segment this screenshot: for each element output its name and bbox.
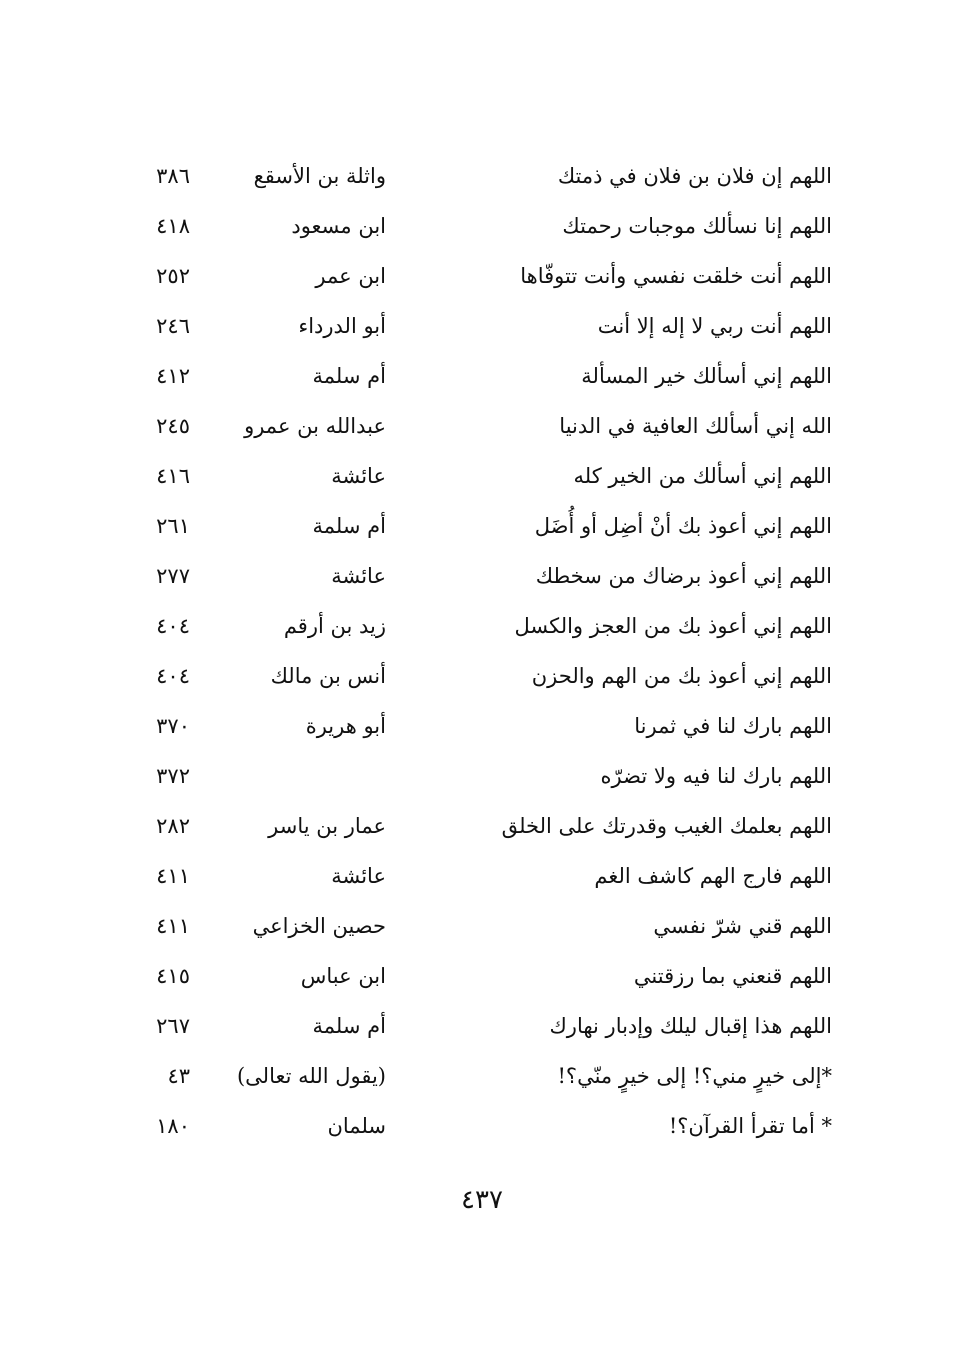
page-reference: ٣٧٢ <box>156 764 190 788</box>
list-item <box>120 252 832 302</box>
narrator-name: (يقول الله تعالى) <box>236 1064 386 1088</box>
page-reference: ٢٥٢ <box>156 264 190 288</box>
narrator-name: أنس بن مالك <box>270 664 386 688</box>
page-reference: ٤٣ <box>167 1064 190 1088</box>
narrator-name: واثلة بن الأسقع <box>253 164 386 188</box>
supplication-phrase: اللهم بارك لنا فيه ولا تضرّه <box>600 764 832 788</box>
list-item <box>120 502 832 552</box>
supplication-phrase: الله إني أسألك العافية في الدنيا <box>559 414 832 438</box>
list-item <box>120 452 832 502</box>
supplication-phrase: اللهم إني أعوذ بك من الهم والحزن <box>531 664 832 688</box>
index-list <box>120 152 832 1152</box>
supplication-phrase: اللهم قنعني بما رزقتني <box>633 964 832 988</box>
page-reference: ٤٠٤ <box>156 614 190 638</box>
supplication-phrase: اللهم إني أعوذ بك أنْ أضِل أو أُضَل <box>534 514 832 538</box>
list-item <box>120 352 832 402</box>
narrator-name: أم سلمة <box>312 514 386 538</box>
list-item <box>120 202 832 252</box>
narrator-name: سلمان <box>327 1114 386 1138</box>
supplication-phrase: اللهم أنت خلقت نفسي وأنت تتوفّاها <box>520 264 832 288</box>
supplication-phrase: * أما تقرأ القرآن؟! <box>668 1114 832 1138</box>
supplication-phrase: اللهم إني أعوذ برضاك من سخطك <box>535 564 832 588</box>
supplication-phrase: اللهم إنا نسألك موجبات رحمتك <box>562 214 832 238</box>
page-reference: ٢٤٦ <box>156 314 190 338</box>
list-item <box>120 652 832 702</box>
page-reference: ١٨٠ <box>156 1114 190 1138</box>
narrator-name: أبو هريرة <box>305 714 386 738</box>
narrator-name: زيد بن أرقم <box>283 614 386 638</box>
supplication-phrase: اللهم إني أعوذ بك من العجز والكسل <box>514 614 832 638</box>
list-item <box>120 302 832 352</box>
narrator-name: عائشة <box>331 464 386 488</box>
list-item <box>120 602 832 652</box>
supplication-phrase: اللهم أنت ربي لا إله إلا أنت <box>597 314 832 338</box>
page-reference: ٢٦١ <box>156 514 190 538</box>
page-reference: ٤١١ <box>156 914 190 938</box>
list-item <box>120 902 832 952</box>
list-item <box>120 852 832 902</box>
narrator-name: عائشة <box>331 864 386 888</box>
page-reference: ٢٦٧ <box>156 1014 190 1038</box>
supplication-phrase: اللهم فارج الهم كاشف الغم <box>594 864 832 888</box>
page-reference: ٤٠٤ <box>156 664 190 688</box>
page-reference: ٢٤٥ <box>156 414 190 438</box>
supplication-phrase: اللهم بعلمك الغيب وقدرتك على الخلق <box>501 814 832 838</box>
list-item <box>120 1102 832 1152</box>
narrator-name: عمار بن ياسر <box>268 814 386 838</box>
list-item <box>120 702 832 752</box>
narrator-name: ابن عمر <box>315 264 386 288</box>
list-item <box>120 552 832 602</box>
narrator-name: أم سلمة <box>312 1014 386 1038</box>
page-reference: ٣٨٦ <box>156 164 190 188</box>
narrator-name: ابن عباس <box>300 964 386 988</box>
list-item <box>120 152 832 202</box>
page-number: ٤٣٧ <box>461 1185 503 1215</box>
narrator-name: عائشة <box>331 564 386 588</box>
list-item <box>120 802 832 852</box>
supplication-phrase: *إلى خيرٍ مني؟! إلى خيرٍ منّي؟! <box>557 1064 832 1088</box>
narrator-name: أم سلمة <box>312 364 386 388</box>
supplication-phrase: اللهم هذا إقبال ليلك وإدبار نهارك <box>549 1014 832 1038</box>
list-item <box>120 1002 832 1052</box>
page-reference: ٤١١ <box>156 864 190 888</box>
list-item <box>120 752 832 802</box>
list-item <box>120 1052 832 1102</box>
page-reference: ٢٧٧ <box>156 564 190 588</box>
page-reference: ٤١٦ <box>156 464 190 488</box>
page-reference: ٤١٥ <box>156 964 190 988</box>
supplication-phrase: اللهم إني أسألك من الخير كله <box>573 464 832 488</box>
narrator-name: عبدالله بن عمرو <box>244 414 386 438</box>
narrator-name: ابن مسعود <box>291 214 386 238</box>
list-item <box>120 402 832 452</box>
list-item <box>120 952 832 1002</box>
narrator-name: أبو الدرداء <box>298 314 386 338</box>
narrator-name: حصين الخزاعي <box>252 914 386 938</box>
page-reference: ٣٧٠ <box>156 714 190 738</box>
supplication-phrase: اللهم إني أسألك خير المسألة <box>581 364 832 388</box>
supplication-phrase: اللهم بارك لنا في ثمرنا <box>634 714 832 738</box>
page-reference: ٢٨٢ <box>156 814 190 838</box>
supplication-phrase: اللهم قني شرّ نفسي <box>653 914 832 938</box>
page-reference: ٤١٢ <box>156 364 190 388</box>
page-reference: ٤١٨ <box>156 214 190 238</box>
supplication-phrase: اللهم إن فلان بن فلان في ذمتك <box>557 164 832 188</box>
